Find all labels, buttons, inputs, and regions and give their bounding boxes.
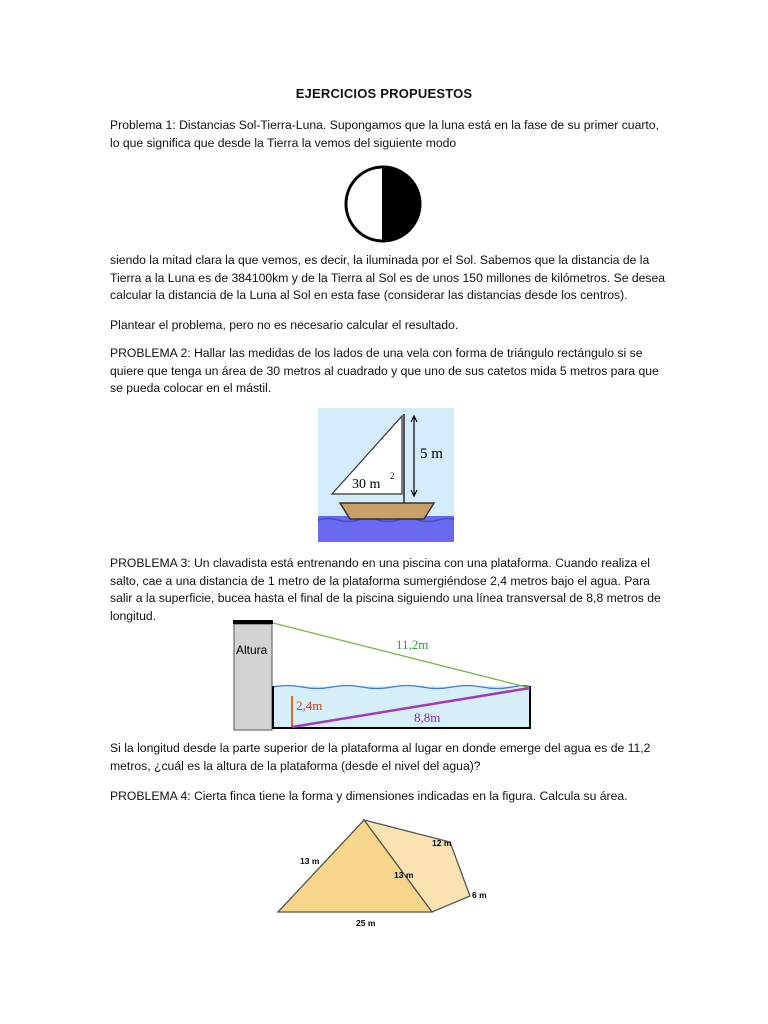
sail-height-label: 5 m [420, 446, 443, 462]
base-label: 25 m [356, 918, 376, 928]
platform-height-label: Altura [236, 643, 268, 657]
sail-area-label: 30 m [352, 477, 381, 492]
problem-2-text: PROBLEMA 2: Hallar las medidas de los lados de una vela con forma de triángulo rectángulo si se quiere que tenga un área de 30 metros al cuadrado y que uno de sus catetos mida 5 metros para que se pueda colocar en el mástil. [110, 346, 659, 395]
moon-phase-figure [342, 164, 424, 244]
problem-3-question: Si la longitud desde la parte superior de la plataforma al lugar en donde emerge del agua es de 11,2 metros, ¿cuál es la altura de la plataforma (desde el nivel del agua)? [110, 741, 651, 773]
side-right-label: 6 m [472, 890, 487, 900]
land-diagram [272, 816, 502, 932]
page-title: EJERCICIOS PROPUESTOS [295, 86, 473, 101]
side-left-label: 13 m [300, 856, 320, 866]
sail-area-exponent: 2 [390, 471, 395, 481]
side-middle-label: 13 m [394, 870, 414, 880]
hypotenuse-label: 11,2m [396, 637, 429, 652]
diagonal-label: 8,8m [414, 710, 441, 725]
problem-3-text: PROBLEMA 3: Un clavadista está entrenando en una piscina con una plataforma. Cuando realiza el salto, cae a una distancia de 1 metro de la plataforma sumergiéndose 2,4 metros bajo el agua. Para salir a la superficie, bucea hasta el final de la piscina siguiendo una línea transversal de 8,8 metros de longitud. [110, 556, 661, 623]
problem-4-text: PROBLEMA 4: Cierta finca tiene la forma y dimensiones indicadas en la figura. Calcula su área. [110, 789, 628, 803]
side-top-label: 12 m [432, 838, 452, 848]
problem-1-note: Plantear el problema, pero no es necesario calcular el resultado. [110, 318, 459, 332]
problem-1-intro: Problema 1: Distancias Sol-Tierra-Luna. Supongamos que la luna está en la fase de su primer cuarto, lo que significa que desde la Tierra la vemos del siguiente modo [110, 118, 659, 150]
problem-1-body: siendo la mitad clara la que vemos, es decir, la iluminada por el Sol. Sabemos que la distancia de la Tierra a la Luna es de 384100km y de la Tierra al Sol es de unos 150 millones de kilómetros. Se desea calcular la distancia de la Luna al Sol en esta fase (considerar las distancias desde los centros). [110, 253, 666, 302]
sailboat-figure [318, 408, 454, 542]
depth-label: 2,4m [296, 698, 323, 713]
pool-diagram [232, 616, 536, 732]
